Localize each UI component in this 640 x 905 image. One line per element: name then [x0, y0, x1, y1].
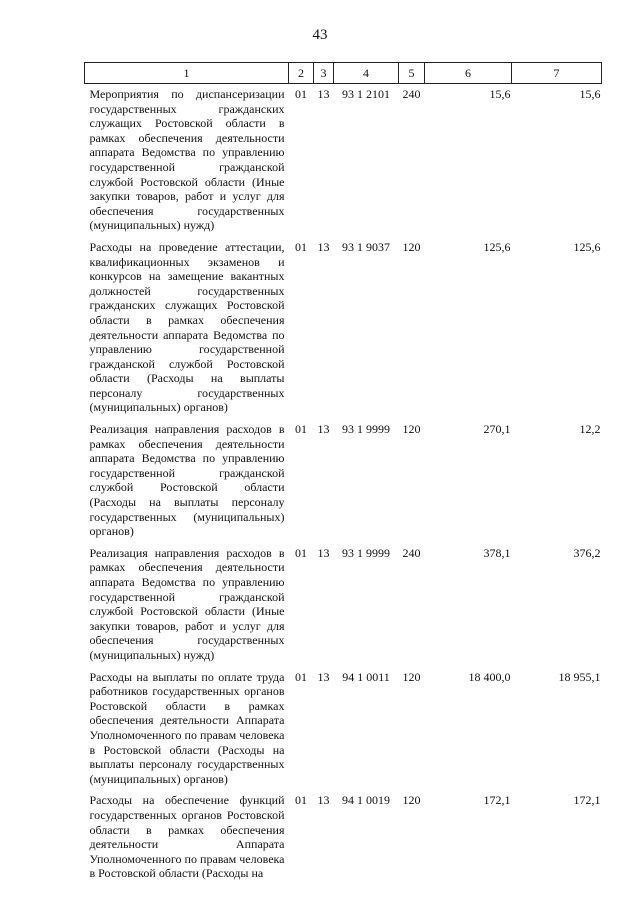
section-code: 01: [295, 87, 307, 101]
column-header: 4: [334, 63, 399, 84]
expense-type-code: 120: [402, 669, 421, 684]
expense-name: Расходы на обеспечение функций государственных органов Ростовской области в рамках обеспечения деятельности Аппарата Уполномоченного по правам человека в Ростовской области (Расходы на: [89, 793, 285, 881]
column-header: 7: [512, 63, 602, 84]
target-article-code: 94 1 0019: [342, 793, 390, 808]
table-row: [85, 240, 602, 422]
amount-year-2: 15,6: [579, 87, 601, 101]
amount-year-2: 376,2: [573, 545, 601, 560]
subsection-code: 13: [317, 239, 330, 254]
section-code: 01: [295, 422, 307, 437]
column-header: 5: [399, 63, 425, 84]
amount-year-1: 270,1: [483, 422, 511, 437]
expense-type-code: 120: [402, 239, 421, 254]
expense-type-code: 120: [402, 793, 421, 808]
amount-year-2: 12,2: [579, 422, 601, 437]
expense-type-code: 240: [402, 87, 421, 101]
expense-name: Расходы на выплаты по оплате труда работников государственных органов Ростовской области в рамках обеспечения деятельности Аппарата Уполномоченного по правам человека в Ростовской области (Расходы на выплаты персоналу государственных (муниципальных) органов): [89, 669, 285, 786]
column-header: 2: [289, 63, 314, 84]
subsection-code: 13: [317, 669, 330, 684]
target-article-code: 93 1 9999: [342, 545, 390, 560]
section-code: 01: [295, 669, 307, 684]
page-number: 43: [312, 27, 328, 43]
amount-year-1: 172,1: [483, 793, 511, 808]
section-code: 01: [295, 239, 307, 254]
column-header: 6: [425, 63, 512, 84]
table-row: [85, 422, 602, 546]
target-article-code: 93 1 2101: [342, 87, 390, 101]
section-code: 01: [295, 545, 307, 560]
table-row: [85, 84, 602, 240]
expense-type-code: 120: [402, 422, 421, 437]
amount-year-1: 125,6: [483, 239, 511, 254]
target-article-code: 94 1 0011: [342, 669, 390, 684]
table-row: [85, 793, 602, 888]
subsection-code: 13: [317, 422, 330, 437]
table-row: [85, 670, 602, 794]
expense-name: Мероприятия по диспансеризации государственных гражданских служащих Ростовской области в рамках обеспечения деятельности аппарата Ведомства по управлению государственной гражданской службой Ростовской области (Иные закупки товаров, работ и услуг для обеспечения государственных (муниципальных) нужд): [89, 87, 285, 233]
subsection-code: 13: [317, 793, 330, 808]
expense-type-code: 240: [402, 545, 421, 560]
table-row: [85, 546, 602, 670]
expense-name: Реализация направления расходов в рамках обеспечения деятельности аппарата Ведомства по управлению государственной гражданской службой Ростовской области (Расходы на выплаты персоналу государственных (муниципальных) органов): [89, 422, 285, 539]
column-header: 3: [314, 63, 334, 84]
target-article-code: 93 1 9999: [342, 422, 390, 437]
column-header: 1: [85, 63, 289, 84]
amount-year-2: 172,1: [573, 793, 601, 808]
section-code: 01: [295, 793, 307, 808]
amount-year-1: 18 400,0: [468, 669, 511, 684]
amount-year-1: 378,1: [483, 545, 511, 560]
subsection-code: 13: [317, 87, 330, 101]
expense-name: Расходы на проведение аттестации, квалификационных экзаменов и конкурсов на замещение вакантных должностей государственных гражданских служащих Ростовской области в рамках обеспечения деятельности аппарата Ведомства по управлению государственной гражданской службой Ростовской области (Расходы на выплаты персоналу государственных (муниципальных) органов): [89, 239, 285, 415]
budget-table: [84, 62, 602, 888]
amount-year-1: 15,6: [489, 87, 511, 101]
expense-name: Реализация направления расходов в рамках обеспечения деятельности аппарата Ведомства по управлению государственной гражданской службой Ростовской области (Иные закупки товаров, работ и услуг для обеспечения государственных (муниципальных) нужд): [89, 545, 285, 662]
amount-year-2: 18 955,1: [558, 669, 601, 684]
amount-year-2: 125,6: [573, 239, 601, 254]
table-header-row: [85, 63, 602, 84]
target-article-code: 93 1 9037: [342, 239, 390, 254]
subsection-code: 13: [317, 545, 330, 560]
